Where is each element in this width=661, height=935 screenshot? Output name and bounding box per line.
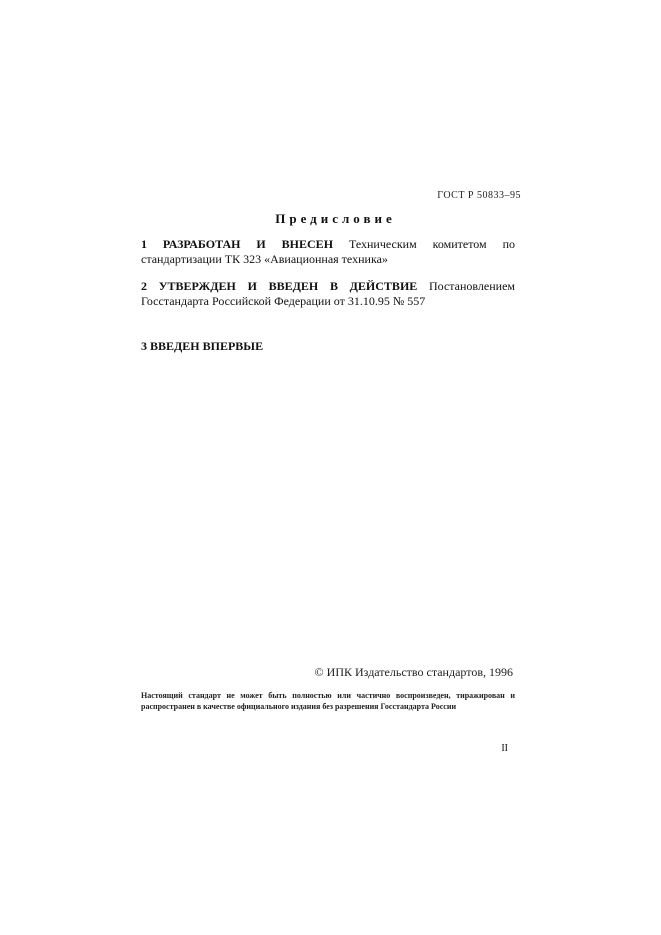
preface-item-lead: 3 ВВЕДЕН ВПЕРВЫЕ [141, 339, 264, 353]
page-number: II [501, 743, 508, 754]
preface-items [141, 237, 515, 366]
document-code: ГОСТ Р 50833–95 [437, 190, 521, 201]
preface-item [141, 279, 515, 309]
preface-item [141, 237, 515, 267]
copyright-line: © ИПК Издательство стандартов, 1996 [314, 665, 513, 679]
reproduction-notice: Настоящий стандарт не может быть полностью или частично воспроизведен, тиражирован и распространен в качестве официального издания без разрешения Госстандарта России [141, 691, 515, 711]
preface-item-text: Техническим комитетом по стандартизации ТК 323 «Авиационная техника» [141, 237, 515, 266]
preface-item [141, 339, 515, 354]
preface-title: Предисловие [275, 211, 396, 226]
preface-item-lead: 2 УТВЕРЖДЕН И ВВЕДЕН В ДЕЙСТВИЕ [141, 279, 418, 293]
preface-item-text: Постановлением Госстандарта Российской Федерации от 31.10.95 № 557 [141, 279, 516, 308]
preface-item-lead: 1 РАЗРАБОТАН И ВНЕСЕН [141, 237, 334, 251]
